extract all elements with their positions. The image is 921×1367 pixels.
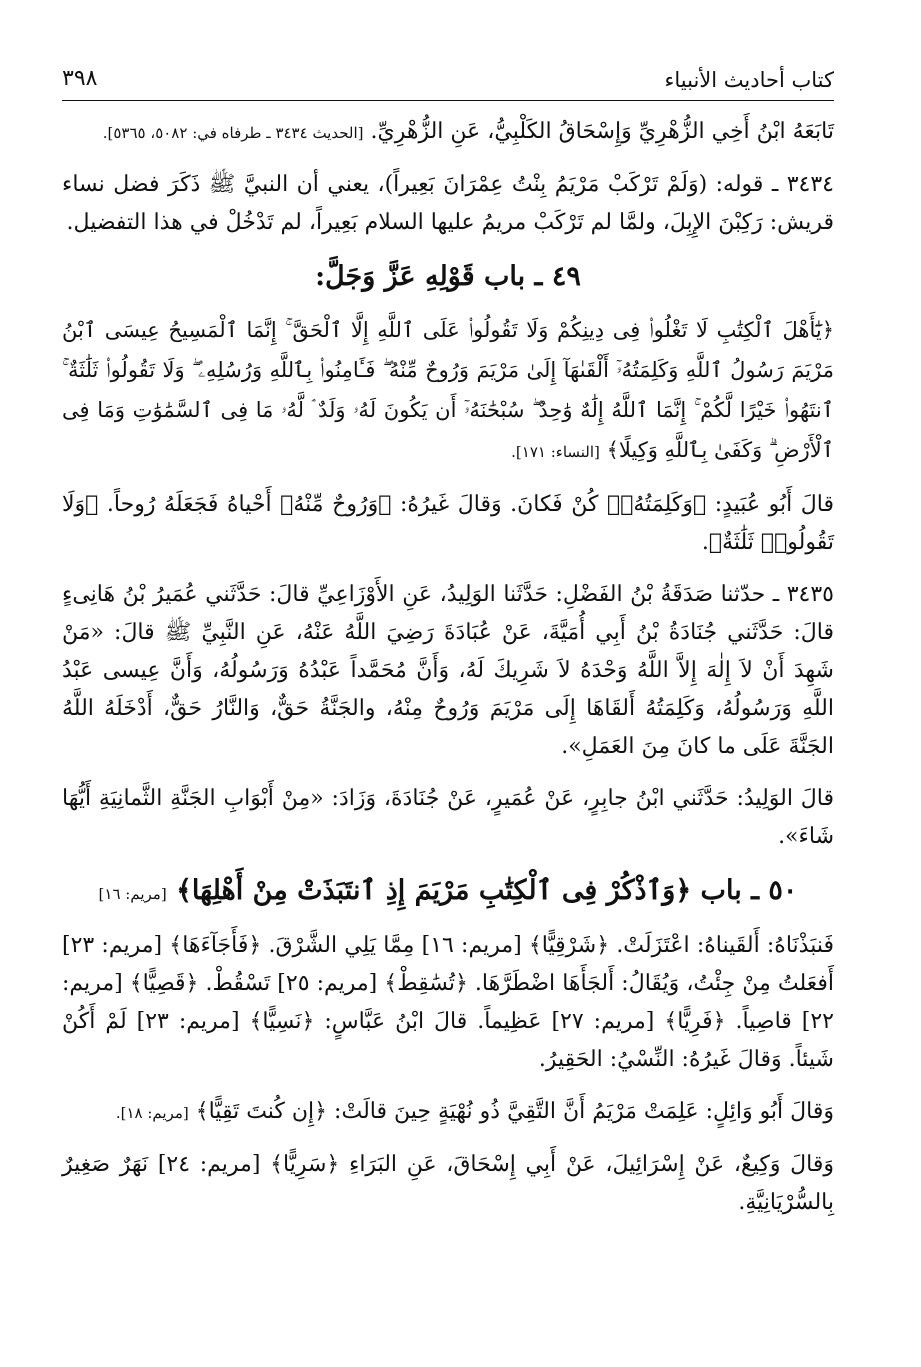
chapter-heading-50-text: ٥٠ ـ باب ﴿وَٱذْكُرْ فِى ٱلْكِتَٰبِ مَرْيَمَ إِذِ ٱنتَبَذَتْ مِنْ أَهْلِهَا﴾ xyxy=(166,875,798,906)
chapter-heading-50-reference: [مريم: ١٦] xyxy=(98,885,167,903)
hadith-reference: [الحديث ٣٤٣٤ ـ طرفاه في: ٥٠٨٢، ٥٣٦٥]. xyxy=(102,124,364,142)
verse-reference: [النساء: ١٧١]. xyxy=(511,443,600,461)
paragraph-abu-ubaid: قالَ أَبُو عُبَيدٍ: ﴿وَكَلِمَتُهُۥ﴾ كُنْ فَكانَ. وَقالَ غَيرُهُ: ﴿وَرُوحٌ مِّنْهُ﴾ أَحْياهُ فَجَعَلَهُ رُوحاً. ﴿وَلَا تَقُولُوا۟ ثَلَٰثَةٌ﴾. xyxy=(62,492,834,555)
paragraph-word-explanations: فَنبَذْنَاهُ: أَلقَيناهُ: اعْتَزَلَتْ. ﴿شَرْقِيًّا﴾ [مريم: ١٦] مِمَّا يَلِي الشَّرْقَ. ﴿فَأَجَآءَهَا﴾ [مريم: ٢٣] أَفعَلتُ مِنْ جِئْتُ، وَيُقَالُ: أَلجَأَهَا اضْطَرَّهَا. ﴿تُسَٰقِطْ﴾ [مريم: ٢٥] تَسْقُطْ. ﴿قَصِيًّا﴾ [مريم: ٢٢] قاصِياً. ﴿فَرِيًّا﴾ [مريم: ٢٧] عَظِيماً. قالَ ابْنُ عَبَّاسٍ: ﴿نَسِيًّا﴾ [مريم: ٢٣] لَمْ أَكُنْ شَيئاً. وَقالَ غَيرُهُ: النِّسْيُ: الحَقِيرُ. xyxy=(62,933,835,1072)
paragraph-abu-wail xyxy=(62,1093,834,1132)
paragraph-abu-wail-text: وَقالَ أَبُو وَائِلٍ: عَلِمَتْ مَرْيَمُ أَنَّ التَّقِيَّ ذُو نُهْيَةٍ حِينَ قالَتْ: ﴿إِن كُنتَ تَقِيًّا﴾ xyxy=(188,1099,834,1124)
commentary-3434: ٣٤٣٤ ـ قوله: (وَلَمْ تَرْكَبْ مَرْيَمُ بِنْتُ عِمْرَانَ بَعِيراً)، يعني أن النبيَّ ﷺ ذَكَرَ فضل نساء قريش: رَكِبْنَ الإِبِلَ، ولمَّا لم تَرْكَبْ مريمُ عليها السلام بَعِيراً، لم تَدْخُلْ في هذا التفضيل. xyxy=(62,172,834,235)
chapter-heading-50 xyxy=(62,870,834,915)
document-page xyxy=(62,56,834,1236)
paragraph-abu-wail-reference: [مريم: ١٨]. xyxy=(115,1104,189,1122)
quran-verse-nisa-171 xyxy=(62,310,834,472)
hadith-3435: ٣٤٣٥ ـ حدّثنا صَدَقَةُ بْنُ الفَضْلِ: حَدَّثَنا الوَلِيدُ، عَنِ الأَوْزَاعِيِّ قالَ: حَدَّثَني عُمَيرُ بْنُ هَانِىءٍ قالَ: حَدَّثَني جُنَادَةُ بْنُ أَبِي أُمَيَّةَ، عَنْ عُبَادَةَ رَضِيَ اللَّهُ عَنْهُ، عَنِ النَّبِيِّ ﷺ قالَ: «مَنْ شَهِدَ أَنْ لاَ إِلٰهَ إِلاَّ اللَّهُ وَحْدَهُ لاَ شَرِيكَ لَهُ، وَأَنَّ مُحَمَّداً عَبْدُهُ وَرَسُولُهُ، وَأَنَّ عِيسى عَبْدُ اللَّهِ وَرَسُولُهُ، وَكَلِمَتُهُ أَلقَاهَا إِلَى مَرْيَمَ وَرُوحٌ مِنْهُ، والجَنَّةُ حَقٌّ، وَالنَّارُ حَقٌّ، أَدْخَلَهُ اللَّهُ الجَنَّةَ عَلَى ما كانَ مِنَ العَمَلِ». xyxy=(62,582,834,759)
paragraph-tabaahu xyxy=(62,113,834,152)
paragraph-tabaahu-text: تَابَعَهُ ابْنُ أَخِي الزُّهْرِيِّ وَإِسْحَاقُ الكَلْبِيُّ، عَنِ الزُّهْرِيِّ. xyxy=(363,119,834,144)
quran-verse-text: ﴿يَٰٓأَهْلَ ٱلْكِتَٰبِ لَا تَغْلُوا۟ فِى دِينِكُمْ وَلَا تَقُولُوا۟ عَلَى ٱللَّهِ إِلَّا ٱلْحَقَّ ۚ إِنَّمَا ٱلْمَسِيحُ عِيسَى ٱبْنُ مَرْيَمَ رَسُولُ ٱللَّهِ وَكَلِمَتُهُۥٓ أَلْقَىٰهَآ إِلَىٰ مَرْيَمَ وَرُوحٌ مِّنْهُ ۖ فَـَٔامِنُوا۟ بِٱللَّهِ وَرُسُلِهِۦ ۖ وَلَا تَقُولُوا۟ ثَلَٰثَةٌ ۚ ٱنتَهُوا۟ خَيْرًا لَّكُمْ ۚ إِنَّمَا ٱللَّهُ إِلَٰهٌ وَٰحِدٌ ۖ سُبْحَٰنَهُۥٓ أَن يَكُونَ لَهُۥ وَلَدٌ ۘ لَّهُۥ مَا فِى ٱلسَّمَٰوَٰتِ وَمَا فِى ٱلْأَرْضِ ۗ وَكَفَىٰ بِٱللَّهِ وَكِيلًا﴾ xyxy=(62,318,834,462)
chapter-heading-49: ٤٩ ـ باب قَوْلِهِ عَزَّ وَجَلَّ: xyxy=(315,261,581,292)
page-header xyxy=(62,56,834,101)
page-number: ٣٩٨ xyxy=(62,66,98,91)
book-title: كتاب أحاديث الأنبياء xyxy=(664,68,834,92)
paragraph-walid: قالَ الوَلِيدُ: حَدَّثَني ابْنُ جابِرٍ، عَنْ عُمَيرٍ، عَنْ جُنَادَةَ، وَزَادَ: «مِنْ أَبْوَابِ الجَنَّةِ الثَّمانِيَةِ أَيُّهَا شَاءَ». xyxy=(62,786,834,849)
paragraph-wakee: وَقالَ وَكِيعٌ، عَنْ إِسْرَائِيلَ، عَنْ أَبِي إِسْحَاقَ، عَنِ البَرَاءِ ﴿سَرِيًّا﴾ [مريم: ٢٤] نَهَرٌ صَغِيرٌ بِالسُّرْيَانِيَّةِ. xyxy=(62,1152,834,1215)
